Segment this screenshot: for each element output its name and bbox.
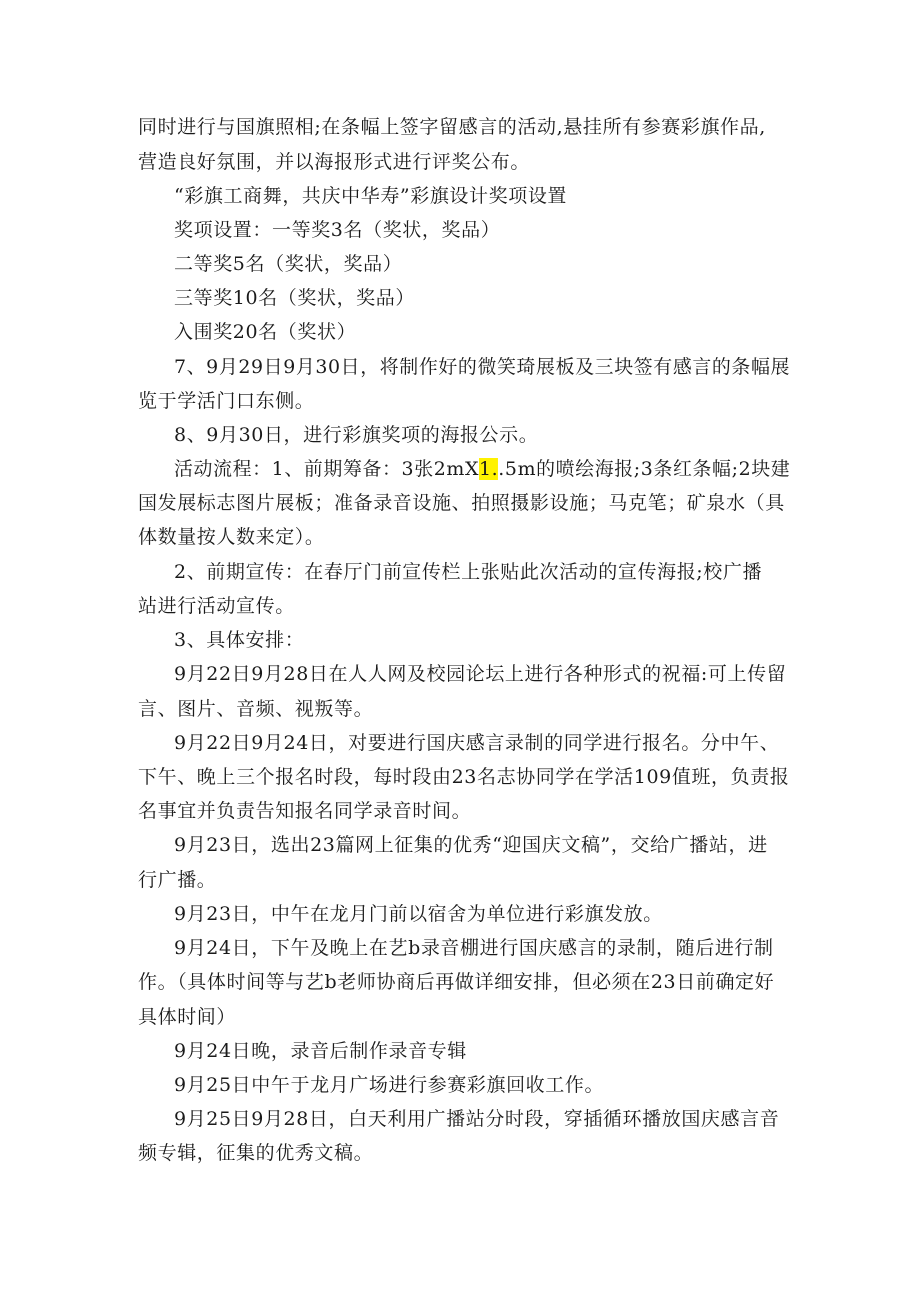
paragraph-line: 9月22日9月24日，对要进行国庆感言录制的同学进行报名。分中午、: [174, 732, 780, 754]
section-heading: “彩旗工商舞，共庆中华寿”彩旗设计奖项设置: [174, 185, 568, 207]
paragraph-line: 入围奖20名（奖状）: [174, 321, 357, 343]
paragraph-line: 二等奖5名（奖状，奖品）: [174, 253, 403, 275]
paragraph-line: 同时进行与国旗照相;在条幅上签字留感言的活动,悬挂所有参赛彩旗作品,: [138, 116, 766, 138]
paragraph-line: 站进行活动宣传。: [138, 595, 295, 617]
text-segment: 活动流程：1、前期筹备：3张2mX: [174, 458, 480, 480]
paragraph-line: 9月22日9月28日在人人网及校园论坛上进行各种形式的祝福:可上传留: [174, 663, 787, 685]
paragraph-line: 7、9月29日9月30日，将制作好的微笑琦展板及三块签有感言的条幅展: [174, 356, 791, 378]
paragraph-line: 言、图片、音频、视叛等。: [138, 698, 374, 720]
paragraph-line: 频专辑，征集的优秀文稿。: [138, 1142, 374, 1164]
paragraph-line: 9月23日，中午在龙月门前以宿舍为单位进行彩旗发放。: [174, 903, 663, 925]
paragraph-line: 2、前期宣传：在春厅门前宣传栏上张贴此次活动的宣传海报;校广播: [174, 561, 763, 583]
paragraph-line: 营造良好氛围，并以海报形式进行评奖公布。: [138, 151, 531, 173]
paragraph-line: 览于学活门口东侧。: [138, 390, 315, 412]
paragraph-line: 名事宜并负责告知报名同学录音时间。: [138, 800, 472, 822]
paragraph-line: 9月23日，选出23篇网上征集的优秀“迎国庆文稿”，交给广播站，进: [174, 834, 768, 856]
paragraph-line: 奖项设置：一等奖3名（奖状，奖品）: [174, 219, 501, 241]
paragraph-line: 8、9月30日，进行彩旗奖项的海报公示。: [174, 424, 539, 446]
paragraph-line: 下午、晚上三个报名时段，每时段由23名志协同学在学活109值班，负责报: [138, 766, 790, 788]
highlighted-text: 1.: [479, 458, 499, 480]
paragraph-line: 9月25日中午于龙月广场进行参赛彩旗回收工作。: [174, 1074, 605, 1096]
paragraph-line: 三等奖10名（奖状，奖品）: [174, 287, 415, 309]
paragraph-line: 国发展标志图片展板；准备录音设施、拍照摄影设施；马克笔；矿泉水（具: [138, 492, 785, 514]
paragraph-line: 9月24日，下午及晚上在艺b录音棚进行国庆感言的录制，随后进行制: [174, 937, 774, 959]
paragraph-line: 9月25日9月28日，白天利用广播站分时段，穿插循环播放国庆感言音: [174, 1108, 780, 1130]
paragraph-line: [174, 457, 790, 481]
paragraph-line: 3、具体安排：: [174, 629, 305, 651]
text-segment: .5m的喷绘海报;3条红条幅;2块建: [498, 458, 791, 480]
paragraph-line: 作。（具体时间等与艺b老师协商后再做详细安排，但必须在23日前确定好: [138, 971, 775, 993]
paragraph-line: 行广播。: [138, 869, 217, 891]
paragraph-line: 体数量按人数来定）。: [138, 526, 325, 548]
paragraph-line: 9月24日晚，录音后制作录音专辑: [174, 1040, 467, 1062]
paragraph-line: 具体时间）: [138, 1006, 237, 1028]
